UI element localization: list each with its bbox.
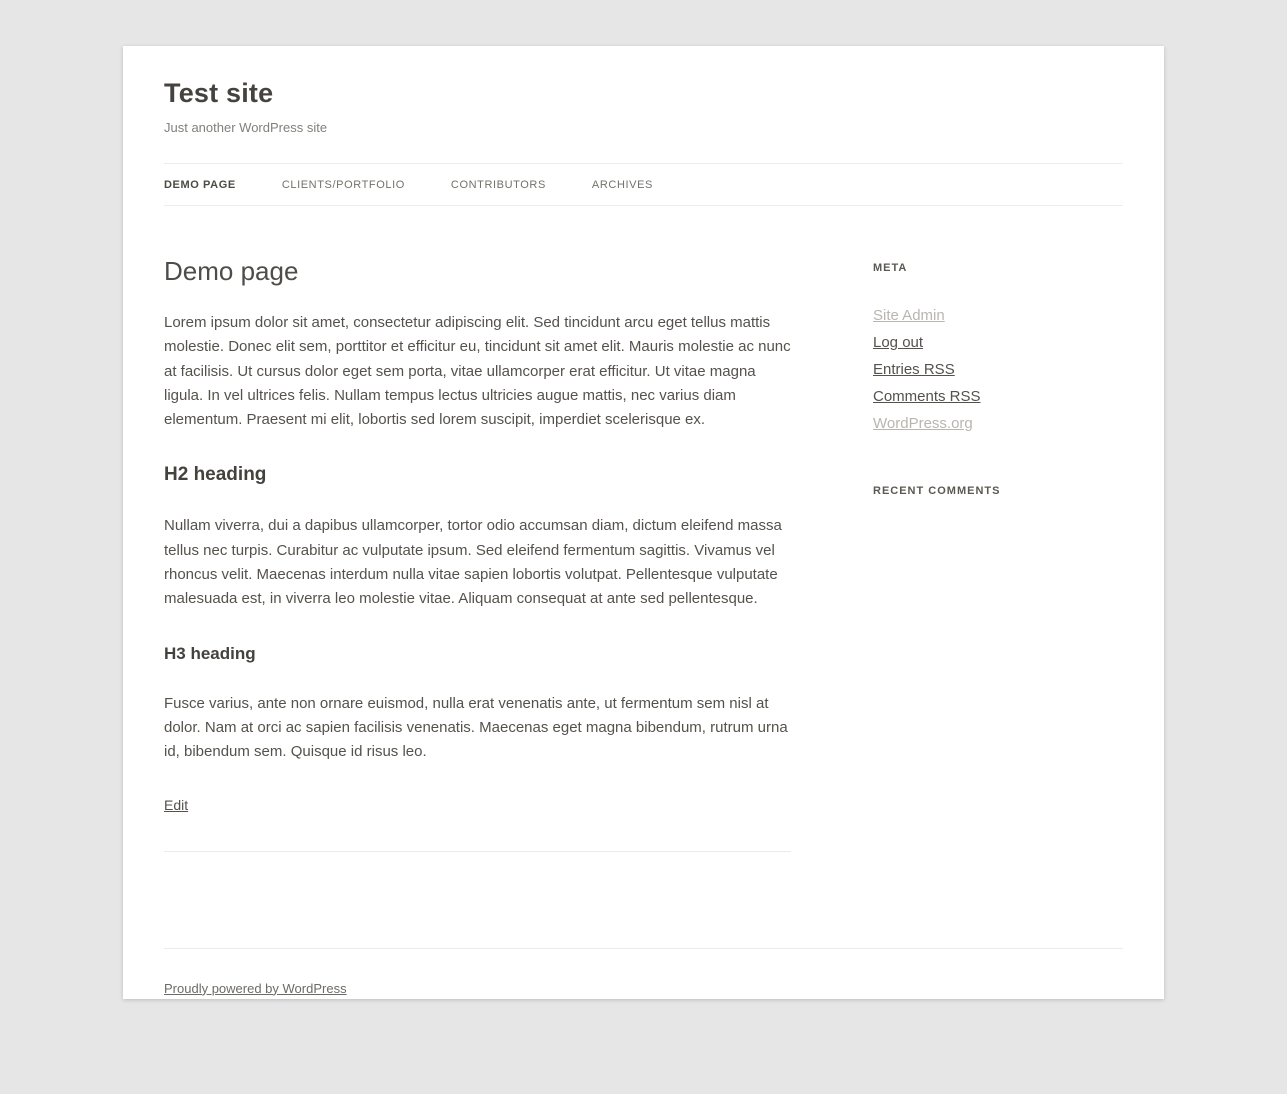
nav-link-clients-portfolio[interactable]: CLIENTS/PORTFOLIO — [281, 179, 405, 191]
site-footer — [164, 948, 1123, 999]
site-title: Test site — [164, 78, 274, 108]
nav-link-demo-page[interactable]: DEMO PAGE — [164, 179, 236, 191]
content-area — [164, 256, 1123, 852]
nav-item-contributors[interactable] — [451, 164, 546, 205]
nav-list — [164, 164, 1123, 205]
powered-by-wordpress-link[interactable]: Proudly powered by WordPress — [164, 980, 347, 996]
sidebar — [873, 256, 1123, 852]
nav-link-contributors[interactable]: CONTRIBUTORS — [450, 179, 546, 191]
main-content — [164, 256, 791, 852]
meta-widget-title: META — [873, 262, 908, 274]
paragraph: Nullam viverra, dui a dapibus ullamcorper, tortor odio accumsan diam, dictum eleifend massa tellus nec turpis. Curabitur ac vulputate ipsum. Sed eleifend fermentum sagittis. Vivamus vel rhoncus velit. Maecenas interdum nulla vitae sapien lobortis volutpat. Pellentesque vulputate malesuada est, in viverra leo molestie vitae. Aliquam consequat at ante sed pellentesque. — [164, 517, 782, 608]
paragraph: Fusce varius, ante non ornare euismod, nulla erat venenatis ante, ut fermentum sem nisl at dolor. Nam at orci ac sapien facilisis venenatis. Maecenas eget magna bibendum, rutrum urna id, bibendum sem. Quisque id risus leo. — [164, 694, 788, 761]
edit-link[interactable]: Edit — [164, 796, 189, 813]
comments-rss-link[interactable]: Comments RSS — [873, 388, 981, 405]
nav-item-demo-page[interactable] — [164, 164, 236, 205]
nav-link-archives[interactable]: ARCHIVES — [591, 179, 653, 191]
list-item — [873, 307, 1123, 325]
site-tagline: Just another WordPress site — [164, 120, 328, 135]
log-out-link[interactable]: Log out — [873, 334, 924, 351]
h2-heading: H2 heading — [164, 464, 267, 486]
meta-widget — [873, 262, 1123, 433]
list-item — [873, 415, 1123, 433]
nav-item-archives[interactable] — [592, 164, 653, 205]
wordpress-org-link[interactable]: WordPress.org — [873, 415, 973, 432]
paragraph: Lorem ipsum dolor sit amet, consectetur adipiscing elit. Sed tincidunt arcu eget tellus mattis molestie. Donec elit sem, porttitor et efficitur eu, tincidunt sit amet elit. Mauris molestie ac nunc at facilisis. Ut cursus dolor eget sem porta, vitae ullamcorper erat efficitur. Ut vitae magna ligula. In vel ultrices felis. Nullam tempus lectus ultricies augue mattis, nec varius diam elementum. Praesent mi elit, lobortis sed lorem suscipit, imperdiet scelerisque ex. — [164, 314, 791, 429]
site-card — [123, 46, 1164, 999]
page-article — [164, 256, 791, 852]
list-item — [873, 388, 1123, 406]
recent-comments-widget-title: RECENT COMMENTS — [873, 485, 1001, 497]
nav-item-clients-portfolio[interactable] — [282, 164, 405, 205]
recent-comments-widget — [873, 485, 1123, 497]
list-item — [873, 361, 1123, 379]
main-navigation — [164, 163, 1123, 206]
entry-content — [164, 311, 791, 765]
list-item — [873, 334, 1123, 352]
edit-link-wrap — [164, 797, 791, 815]
h3-heading: H3 heading — [164, 643, 256, 663]
site-admin-link[interactable]: Site Admin — [873, 307, 945, 324]
meta-link-list — [873, 307, 1123, 433]
site-header — [164, 46, 1123, 135]
page-title: Demo page — [164, 256, 299, 286]
entries-rss-link[interactable]: Entries RSS — [873, 361, 955, 378]
